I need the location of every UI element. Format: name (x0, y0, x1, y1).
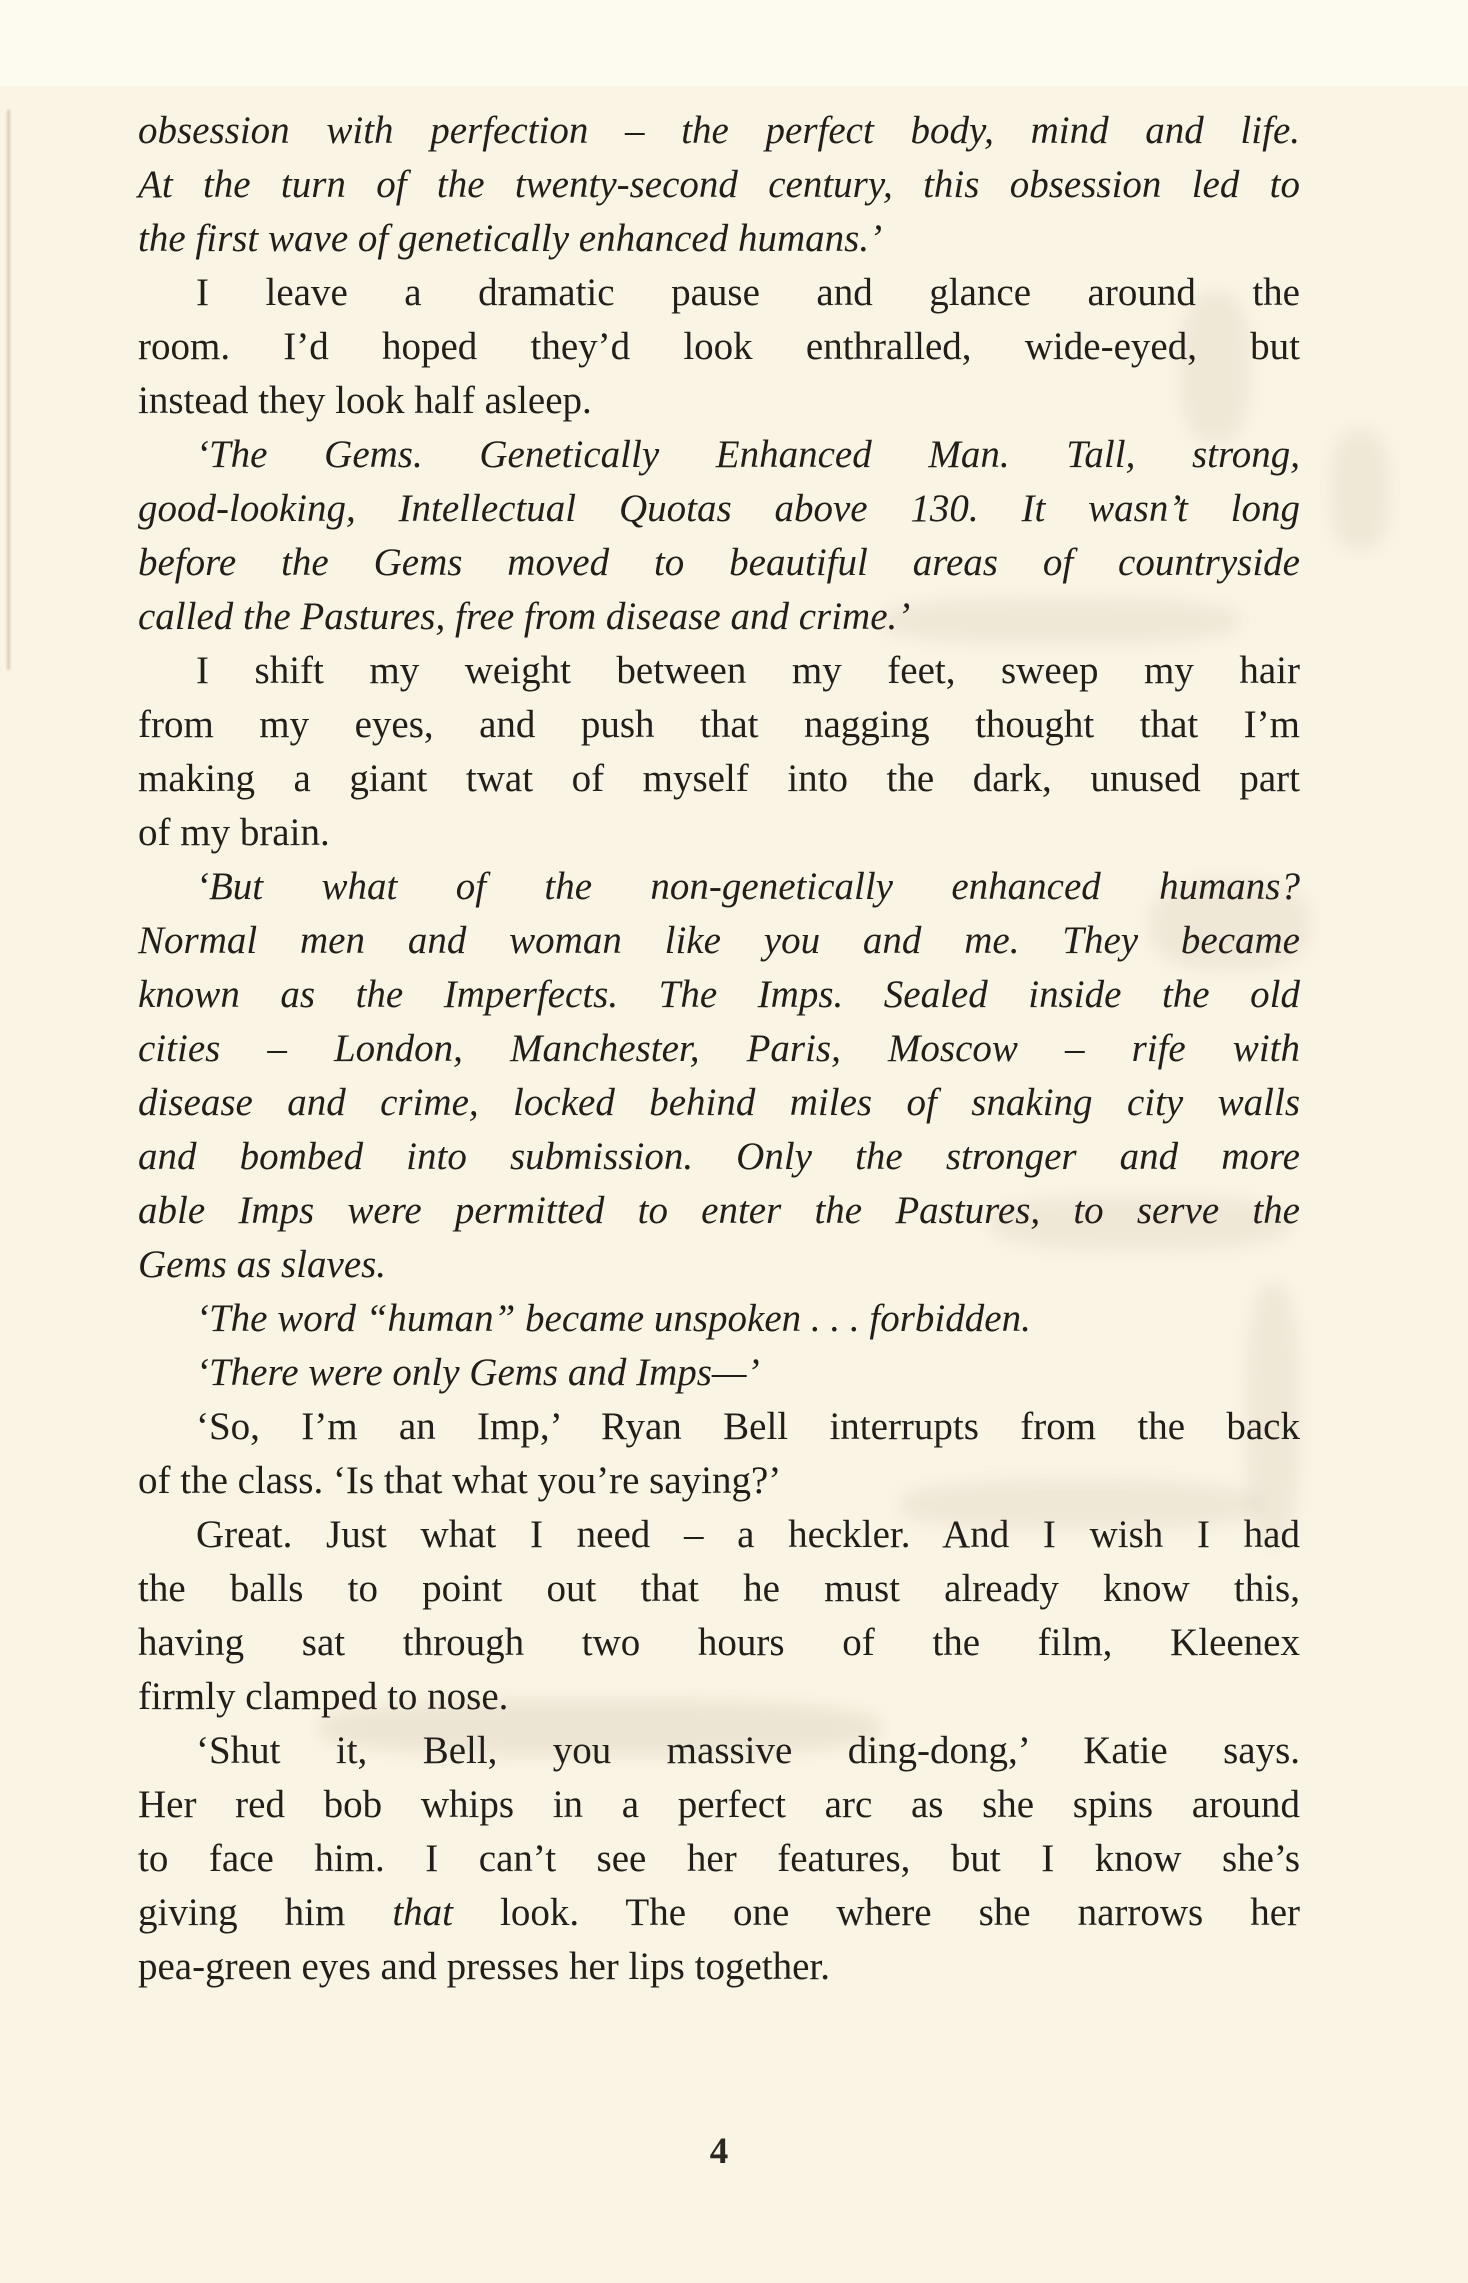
text-line: making a giant twat of myself into the dark, unused part (138, 757, 1300, 800)
text-line: Great. Just what I need – a heckler. And I wish I had (196, 1513, 1300, 1556)
text-line: to face him. I can’t see her features, but I know she’s (138, 1837, 1300, 1880)
text-line: Her red bob whips in a perfect arc as she spins around (138, 1783, 1300, 1826)
paragraph (138, 1724, 1300, 1994)
paragraph (138, 1292, 1300, 1346)
text-line: having sat through two hours of the film, Kleenex (138, 1621, 1300, 1664)
text-line: I shift my weight between my feet, sweep my hair (196, 649, 1300, 692)
text-line: pea-green eyes and presses her lips together. (138, 1945, 830, 1988)
page-top-edge (0, 0, 1468, 86)
text-line: before the Gems moved to beautiful areas of countryside (138, 541, 1300, 584)
text-line: known as the Imperfects. The Imps. Sealed inside the old (138, 973, 1300, 1016)
text-line: I leave a dramatic pause and glance around the (196, 271, 1300, 314)
text-line: firmly clamped to nose. (138, 1675, 509, 1718)
paragraph (138, 104, 1300, 266)
text-line: ‘There were only Gems and Imps—’ (196, 1351, 760, 1394)
text-line: ‘So, I’m an Imp,’ Ryan Bell interrupts from the back (196, 1405, 1300, 1448)
text-line: called the Pastures, free from disease and crime.’ (138, 595, 911, 638)
text-run: look. The one where she narrows her (453, 1891, 1300, 1934)
emphasized-word: that (392, 1891, 454, 1934)
text-line: from my eyes, and push that nagging thought that I’m (138, 703, 1300, 746)
text-line: Normal men and woman like you and me. They became (138, 919, 1300, 962)
page-number: 4 (709, 2131, 729, 2172)
text-line: and bombed into submission. Only the stronger and more (138, 1135, 1300, 1178)
text-line: Gems as slaves. (138, 1243, 387, 1286)
paragraph (138, 266, 1300, 428)
text-line: ‘The word “human” became unspoken . . . forbidden. (196, 1297, 1031, 1340)
text-line: good-looking, Intellectual Quotas above 130. It wasn’t long (138, 487, 1300, 530)
text-line: obsession with perfection – the perfect body, mind and life. (138, 109, 1300, 152)
text-run: giving him (138, 1891, 393, 1934)
text-line: able Imps were permitted to enter the Pastures, to serve the (138, 1189, 1300, 1232)
paragraph (138, 860, 1300, 1292)
text-line: disease and crime, locked behind miles of snaking city walls (138, 1081, 1300, 1124)
paragraph (138, 428, 1300, 644)
bleed-through-mark (1330, 430, 1390, 550)
text-line: the first wave of genetically enhanced humans.’ (138, 217, 883, 260)
paragraph (138, 1508, 1300, 1724)
text-line: ‘But what of the non-genetically enhanced humans? (196, 865, 1300, 908)
text-line: of my brain. (138, 811, 330, 854)
text-line (138, 1886, 1300, 1940)
text-line: ‘The Gems. Genetically Enhanced Man. Tall, strong, (196, 433, 1300, 476)
paragraph (138, 1400, 1300, 1508)
text-line: ‘Shut it, Bell, you massive ding-dong,’ Katie says. (196, 1729, 1300, 1772)
text-line: instead they look half asleep. (138, 379, 592, 422)
text-line: At the turn of the twenty-second century, this obsession led to (138, 163, 1300, 206)
page-left-edge-line (7, 110, 10, 670)
body-text (138, 104, 1300, 1994)
paragraph (138, 1346, 1300, 1400)
text-line: the balls to point out that he must already know this, (138, 1567, 1300, 1610)
text-line: room. I’d hoped they’d look enthralled, wide-eyed, but (138, 325, 1300, 368)
text-line: of the class. ‘Is that what you’re saying?’ (138, 1459, 782, 1502)
paragraph (138, 644, 1300, 860)
text-line: cities – London, Manchester, Paris, Moscow – rife with (138, 1027, 1300, 1070)
